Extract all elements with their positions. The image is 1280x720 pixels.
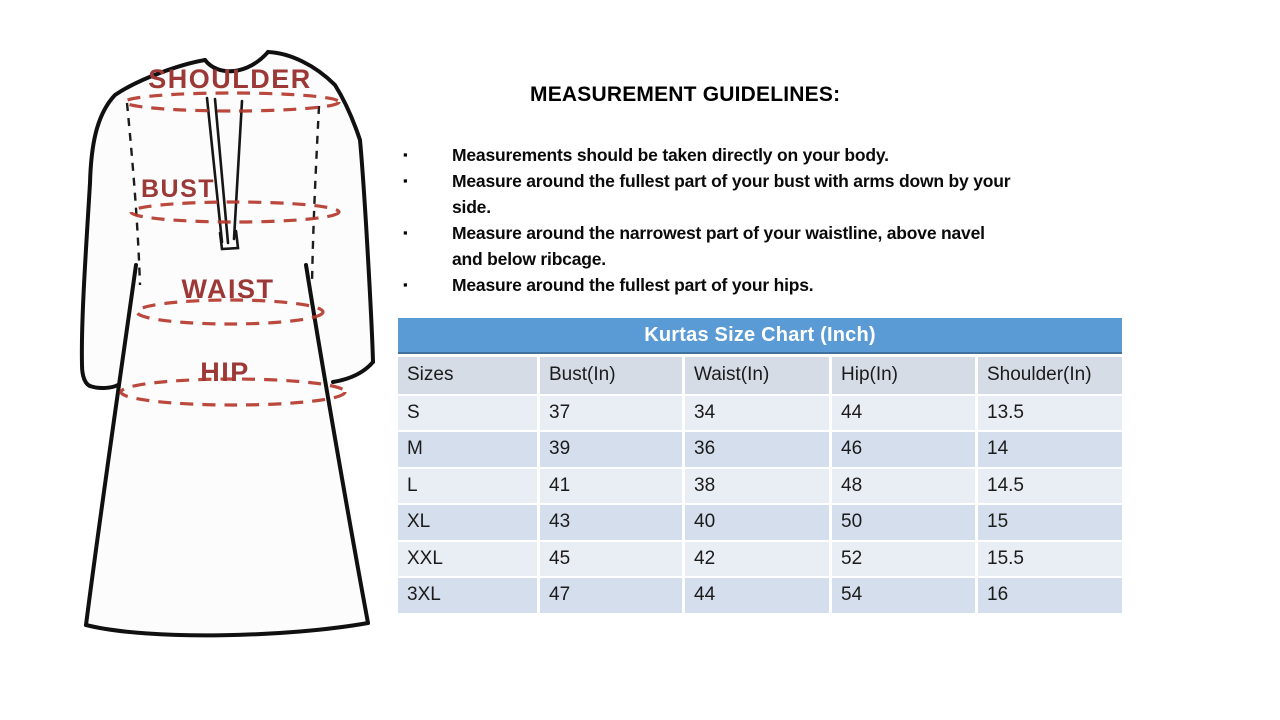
measurement-cell: 34 [685,394,832,431]
measurement-cell: 14 [978,430,1122,467]
measurement-cell: 48 [832,467,978,504]
bullet-square-icon: ▪ [403,173,408,188]
shoulder-label: SHOULDER [148,64,312,94]
hip-label: HIP [200,357,250,387]
guideline-item [400,220,1090,272]
guideline-item [400,272,1090,298]
kurta-measurement-diagram [50,35,390,645]
measurement-cell: 47 [540,576,685,613]
measurement-cell: 16 [978,576,1122,613]
measurement-cell: 13.5 [978,394,1122,431]
measurement-cell: 52 [832,540,978,577]
column-header: Hip(In) [832,357,978,394]
size-cell: XL [398,503,540,540]
size-cell: 3XL [398,576,540,613]
measurement-cell: 44 [685,576,832,613]
guideline-text [452,168,1010,220]
guideline-item [400,168,1090,220]
bust-label: BUST [140,175,216,203]
column-header: Waist(In) [685,357,832,394]
guidelines-list [400,142,1090,298]
guideline-text [452,272,813,298]
measurement-cell: 36 [685,430,832,467]
guideline-text-line: and below ribcage. [452,249,606,269]
measurement-cell: 42 [685,540,832,577]
measurement-cell: 39 [540,430,685,467]
bullet-square-icon: ▪ [403,277,408,292]
guideline-text-line: Measure around the fullest part of your hips. [452,275,814,295]
measurement-cell: 15 [978,503,1122,540]
guideline-text-line: Measure around the narrowest part of your waistline, above navel [452,223,985,243]
measurement-cell: 54 [832,576,978,613]
size-cell: XXL [398,540,540,577]
guideline-text-line: Measurements should be taken directly on your body. [452,145,889,165]
measurement-cell: 46 [832,430,978,467]
measurement-cell: 43 [540,503,685,540]
measurement-cell: 41 [540,467,685,504]
column-header: Shoulder(In) [978,357,1122,394]
measurement-cell: 45 [540,540,685,577]
guideline-text-line: side. [452,197,491,217]
measurement-cell: 37 [540,394,685,431]
measurement-cell: 44 [832,394,978,431]
measurement-cell: 40 [685,503,832,540]
column-header: Sizes [398,357,540,394]
bullet-square-icon: ▪ [403,147,408,162]
measurement-cell: 50 [832,503,978,540]
size-chart-title: Kurtas Size Chart (Inch) [398,318,1122,354]
size-cell: S [398,394,540,431]
guideline-text [452,220,985,272]
bullet-square-icon: ▪ [403,225,408,240]
size-cell: M [398,430,540,467]
measurement-cell: 15.5 [978,540,1122,577]
size-chart-table [398,318,1122,613]
size-cell: L [398,467,540,504]
measurement-cell: 14.5 [978,467,1122,504]
guideline-text-line: Measure around the fullest part of your bust with arms down by your [452,171,1011,191]
guidelines-title: MEASUREMENT GUIDELINES: [530,83,841,106]
size-chart-grid [398,357,1122,613]
measurement-cell: 38 [685,467,832,504]
column-header: Bust(In) [540,357,685,394]
guideline-text [452,142,889,168]
guideline-item [400,142,1090,168]
waist-label: WAIST [181,274,275,304]
